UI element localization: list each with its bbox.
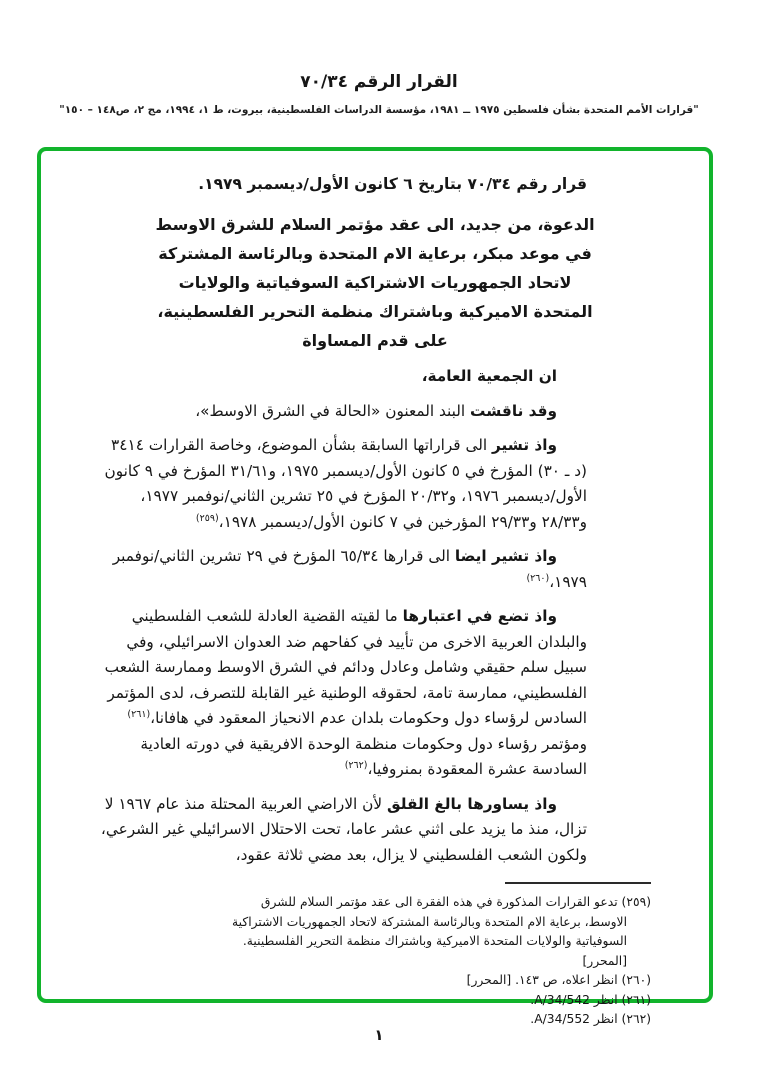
paragraph: واذ تشير ايضا الى قرارها ٦٥/٣٤ المؤرخ في ٢٩ تشرين الثاني/نوفمبر ١٩٧٩،$^{(٢٦٠)}$ [112,547,587,591]
resolution-body [95,364,587,868]
footnote-reference: (٢٥٩) [195,512,219,524]
footnote-separator-rule [505,882,651,884]
footnote-number: (٢٥٩) [621,895,651,909]
footnote-reference: (٢٦٢) [344,759,368,771]
footnote-number: (٢٦٠) [621,973,651,987]
footnote [219,991,651,1011]
paragraph: ان الجمعية العامة، [421,367,557,385]
footnote-text: انظر اعلاه، ص ١٤٣. [المحرر] [466,973,622,987]
footnote-text: تدعو القرارات المذكورة في هذه الفقرة الى عقد مؤتمر السلام للشرق الاوسط، برعاية الام المتحدة وبالرئاسة المشتركة لاتحاد الجمهوريات الاشتراكية السوفياتية والولايات المتحدة الاميركية وباشتراك منظمة التحرير الفلسطينية. [المحرر] [232,895,627,968]
footnote [219,971,651,991]
footnotes-block [219,893,651,1030]
footnote [219,893,651,971]
resolution-number-line: قرار رقم ٧٠/٣٤ بتاريخ ٦ كانون الأول/ديسمبر ١٩٧٩. [198,175,587,193]
source-citation-line: "قرارات الأمم المتحدة بشأن فلسطين ١٩٧٥ ــ ١٩٨١، مؤسسة الدراسات الفلسطينية، بيروت، ط ١، ١٩٩٤، مج ٢، ص١٤٨ – ١٥٠" [59,104,699,116]
resolution-heading: الدعوة، من جديد، الى عقد مؤتمر السلام للشرق الاوسط في موعد مبكر، برعاية الام المتحدة وبالرئاسة المشتركة لاتحاد الجمهوريات الاشتراكية السوفياتية والولايات المتحدة الاميركية وباشتراك منظمة التحرير الفلسطينية، على قدم المساواة [155,215,595,350]
footnote-reference: (٢٦٠) [526,572,550,584]
footnote-number: (٢٦١) [621,992,651,1007]
footnote-reference: (٢٦١) [127,708,151,720]
paragraph: واذ تشير الى قراراتها السابقة بشأن الموضوع، وخاصة القرارات ٣٤١٤ (د ـ ٣٠) المؤرخ في ٥ كانون الأول/ديسمبر ١٩٧٥، و٣١/٦١ المؤرخ في ٩ كانون الأول/ديسمبر ١٩٧٦، و٢٠/٣٢ المؤرخ في ٢٥ تشرين الثاني/نوفمبر ١٩٧٧، و٢٨/٣٣ و٢٩/٣٣ المؤرخين في ٧ كانون الأول/ديسمبر ١٩٧٨،$^{(٢٥٩)}$ [104,436,587,531]
paragraph: واذ يساورها بالغ القلق لأن الاراضي العربية المحتلة منذ عام ١٩٦٧ لا تزال، منذ ما يزيد على اثني عشر عاما، تحت الاحتلال الاسرائيلي غير الشرعي، ولكون الشعب الفلسطيني لا يزال، بعد مضي ثلاثة عقود، [100,794,587,864]
footnote-text: انظر A/34/552. [530,1012,622,1026]
resolution-green-border-box [37,147,713,1026]
page-title: القرار الرقم ٧٠/٣٤ [300,72,458,92]
paragraph: وقد ناقشت البند المعنون «الحالة في الشرق الاوسط»، [195,401,557,420]
paragraph: واذ تضع في اعتبارها ما لقيته القضية العادلة للشعب الفلسطيني والبلدان العربية الاخرى من تأييد في كفاحهم ضد العدوان الاسرائيلي، وفي سبيل سلم حقيقي وشامل وعادل ودائم في الشرق الاوسط وممارسة الشعب الفلسطيني، ممارسة تامة، لحقوقه الوطنية غير القابلة للتصرف، لدى المؤتمر السادس لرؤساء دول وحكومات بلدان عدم الانحياز المعقود في هافانا،$^{(٢٦١)}$ ومؤتمر رؤساء دول وحكومات منظمة الوحدة الافريقية في دورته العادية السادسة عشرة المعقودة بمنروفيا،$^{(٢٦٢)}$ [104,607,587,778]
footnote-text: انظر A/34/542. [530,992,622,1007]
page-number: ١ [374,1026,384,1044]
footnote-number: (٢٦٢) [621,1012,651,1026]
